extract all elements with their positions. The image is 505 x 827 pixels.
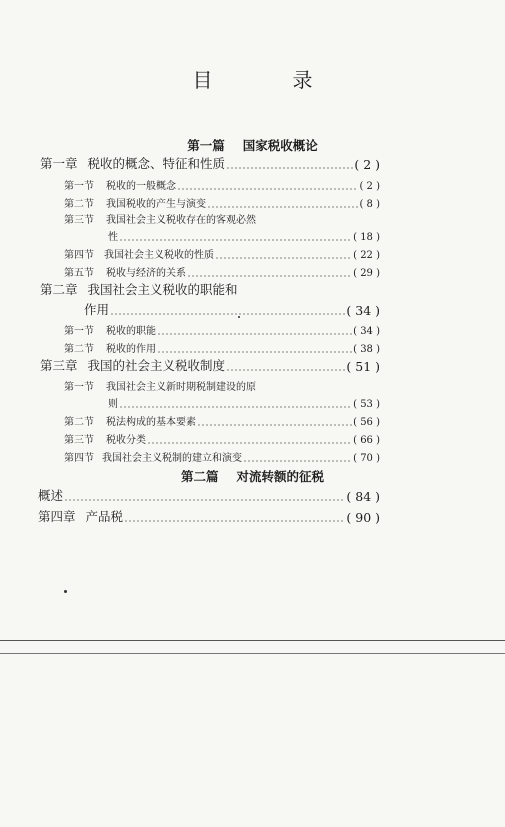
section-title: 我国社会主义新时期税制建设的原 bbox=[106, 382, 256, 393]
section-title: 我国社会主义税收存在的客观必然 bbox=[106, 215, 256, 226]
section-number: 第一节 bbox=[64, 326, 94, 337]
toc-entry-section[interactable] bbox=[64, 177, 380, 192]
section-title: 我国社会主义税收的性质 bbox=[104, 250, 214, 261]
leader-dots bbox=[215, 251, 352, 261]
leader-dots bbox=[110, 306, 345, 319]
page-number: ( 18 ) bbox=[353, 232, 380, 243]
leader-dots bbox=[187, 269, 352, 279]
chapter-title: 产品税 bbox=[85, 509, 124, 524]
section-title: 我国社会主义税制的建立和演变 bbox=[102, 453, 242, 464]
section-title: 税收与经济的关系 bbox=[106, 268, 186, 279]
toc-entry-section[interactable] bbox=[64, 264, 380, 279]
part-heading-1 bbox=[0, 136, 505, 154]
section-number: 第二节 bbox=[64, 199, 94, 210]
section-title-continued: 性 bbox=[108, 232, 118, 243]
section-number: 第四节 bbox=[64, 453, 94, 464]
leader-dots bbox=[119, 400, 352, 410]
section-title-continued: 则 bbox=[108, 399, 118, 410]
page-number: ( 8 ) bbox=[359, 199, 380, 210]
toc-entry-section[interactable] bbox=[64, 340, 380, 355]
toc-entry-chapter-2[interactable] bbox=[40, 280, 238, 298]
chapter-number: 第一章 bbox=[40, 156, 78, 171]
section-title: 税收的职能 bbox=[106, 326, 156, 337]
chapter-title: 我国的社会主义税收制度 bbox=[87, 358, 226, 373]
part-title: 国家税收概论 bbox=[242, 138, 318, 153]
overview-title: 概述 bbox=[38, 488, 64, 503]
toc-entry-chapter-4[interactable] bbox=[38, 507, 380, 525]
page-number: ( 90 ) bbox=[346, 510, 380, 525]
leader-dots bbox=[147, 436, 352, 446]
section-number: 第一节 bbox=[64, 382, 94, 393]
toc-entry-section-continued[interactable] bbox=[108, 395, 380, 410]
leader-dots bbox=[226, 362, 345, 375]
part-heading-2 bbox=[0, 467, 505, 485]
part-number: 第一篇 bbox=[187, 138, 225, 153]
page-number: ( 51 ) bbox=[346, 359, 380, 374]
page-title: 目 录 bbox=[192, 68, 343, 92]
page-number: ( 56 ) bbox=[353, 417, 380, 428]
section-number: 第五节 bbox=[64, 268, 94, 279]
section-number: 第四节 bbox=[64, 250, 94, 261]
page-edge-line bbox=[0, 640, 505, 641]
page-number: ( 34 ) bbox=[353, 326, 380, 337]
section-title: 税收的一般概念 bbox=[106, 181, 176, 192]
section-title: 我国税收的产生与演变 bbox=[106, 199, 206, 210]
toc-entry-section[interactable] bbox=[64, 211, 256, 226]
section-number: 第一节 bbox=[64, 181, 94, 192]
toc-entry-chapter-continued[interactable] bbox=[84, 300, 380, 318]
leader-dots bbox=[64, 492, 345, 505]
leader-dots bbox=[157, 327, 352, 337]
page-edge-line bbox=[0, 653, 505, 654]
page-number: ( 2 ) bbox=[354, 157, 380, 172]
leader-dots bbox=[226, 160, 353, 173]
toc-entry-section[interactable] bbox=[64, 449, 380, 464]
page-number: ( 22 ) bbox=[353, 250, 380, 261]
leader-dots bbox=[177, 182, 358, 192]
toc-entry-section[interactable] bbox=[64, 246, 380, 261]
section-title: 税收分类 bbox=[106, 435, 146, 446]
chapter-number: 第三章 bbox=[40, 358, 78, 373]
toc-entry-chapter-1[interactable] bbox=[40, 154, 380, 172]
page-number: ( 53 ) bbox=[353, 399, 380, 410]
chapter-title-continued: 作用 bbox=[84, 302, 110, 317]
toc-entry-section[interactable] bbox=[64, 322, 380, 337]
toc-entry-overview[interactable] bbox=[38, 486, 380, 504]
section-title: 税收的作用 bbox=[106, 344, 156, 355]
toc-entry-section[interactable] bbox=[64, 431, 380, 446]
section-number: 第二节 bbox=[64, 344, 94, 355]
part-number: 第二篇 bbox=[180, 469, 219, 484]
section-number: 第三节 bbox=[64, 215, 94, 226]
chapter-number: 第二章 bbox=[40, 282, 78, 297]
leader-dots bbox=[119, 233, 352, 243]
leader-dots bbox=[207, 200, 358, 210]
toc-entry-section[interactable] bbox=[64, 378, 256, 393]
toc-entry-chapter-3[interactable] bbox=[40, 356, 380, 374]
page-number: ( 2 ) bbox=[359, 181, 380, 192]
part-title: 对流转额的征税 bbox=[236, 469, 325, 484]
chapter-title: 我国社会主义税收的职能和 bbox=[87, 282, 238, 297]
print-speck bbox=[64, 590, 67, 593]
section-title: 税法构成的基本要素 bbox=[106, 417, 196, 428]
leader-dots bbox=[157, 345, 352, 355]
page-number: ( 38 ) bbox=[353, 344, 380, 355]
page-number: ( 70 ) bbox=[353, 453, 380, 464]
chapter-title: 税收的概念、特征和性质 bbox=[87, 156, 226, 171]
page-number: ( 29 ) bbox=[353, 268, 380, 279]
section-number: 第二节 bbox=[64, 417, 94, 428]
leader-dots bbox=[243, 454, 352, 464]
section-number: 第三节 bbox=[64, 435, 94, 446]
chapter-number: 第四章 bbox=[38, 509, 76, 524]
leader-dots bbox=[197, 418, 352, 428]
leader-dots bbox=[124, 513, 345, 526]
page-number: ( 66 ) bbox=[353, 435, 380, 446]
page-number: ( 34 ) bbox=[346, 303, 380, 318]
toc-entry-section[interactable] bbox=[64, 413, 380, 428]
print-speck bbox=[238, 316, 240, 318]
toc-entry-section-continued[interactable] bbox=[108, 228, 380, 243]
page-number: ( 84 ) bbox=[346, 489, 380, 504]
toc-entry-section[interactable] bbox=[64, 195, 380, 210]
